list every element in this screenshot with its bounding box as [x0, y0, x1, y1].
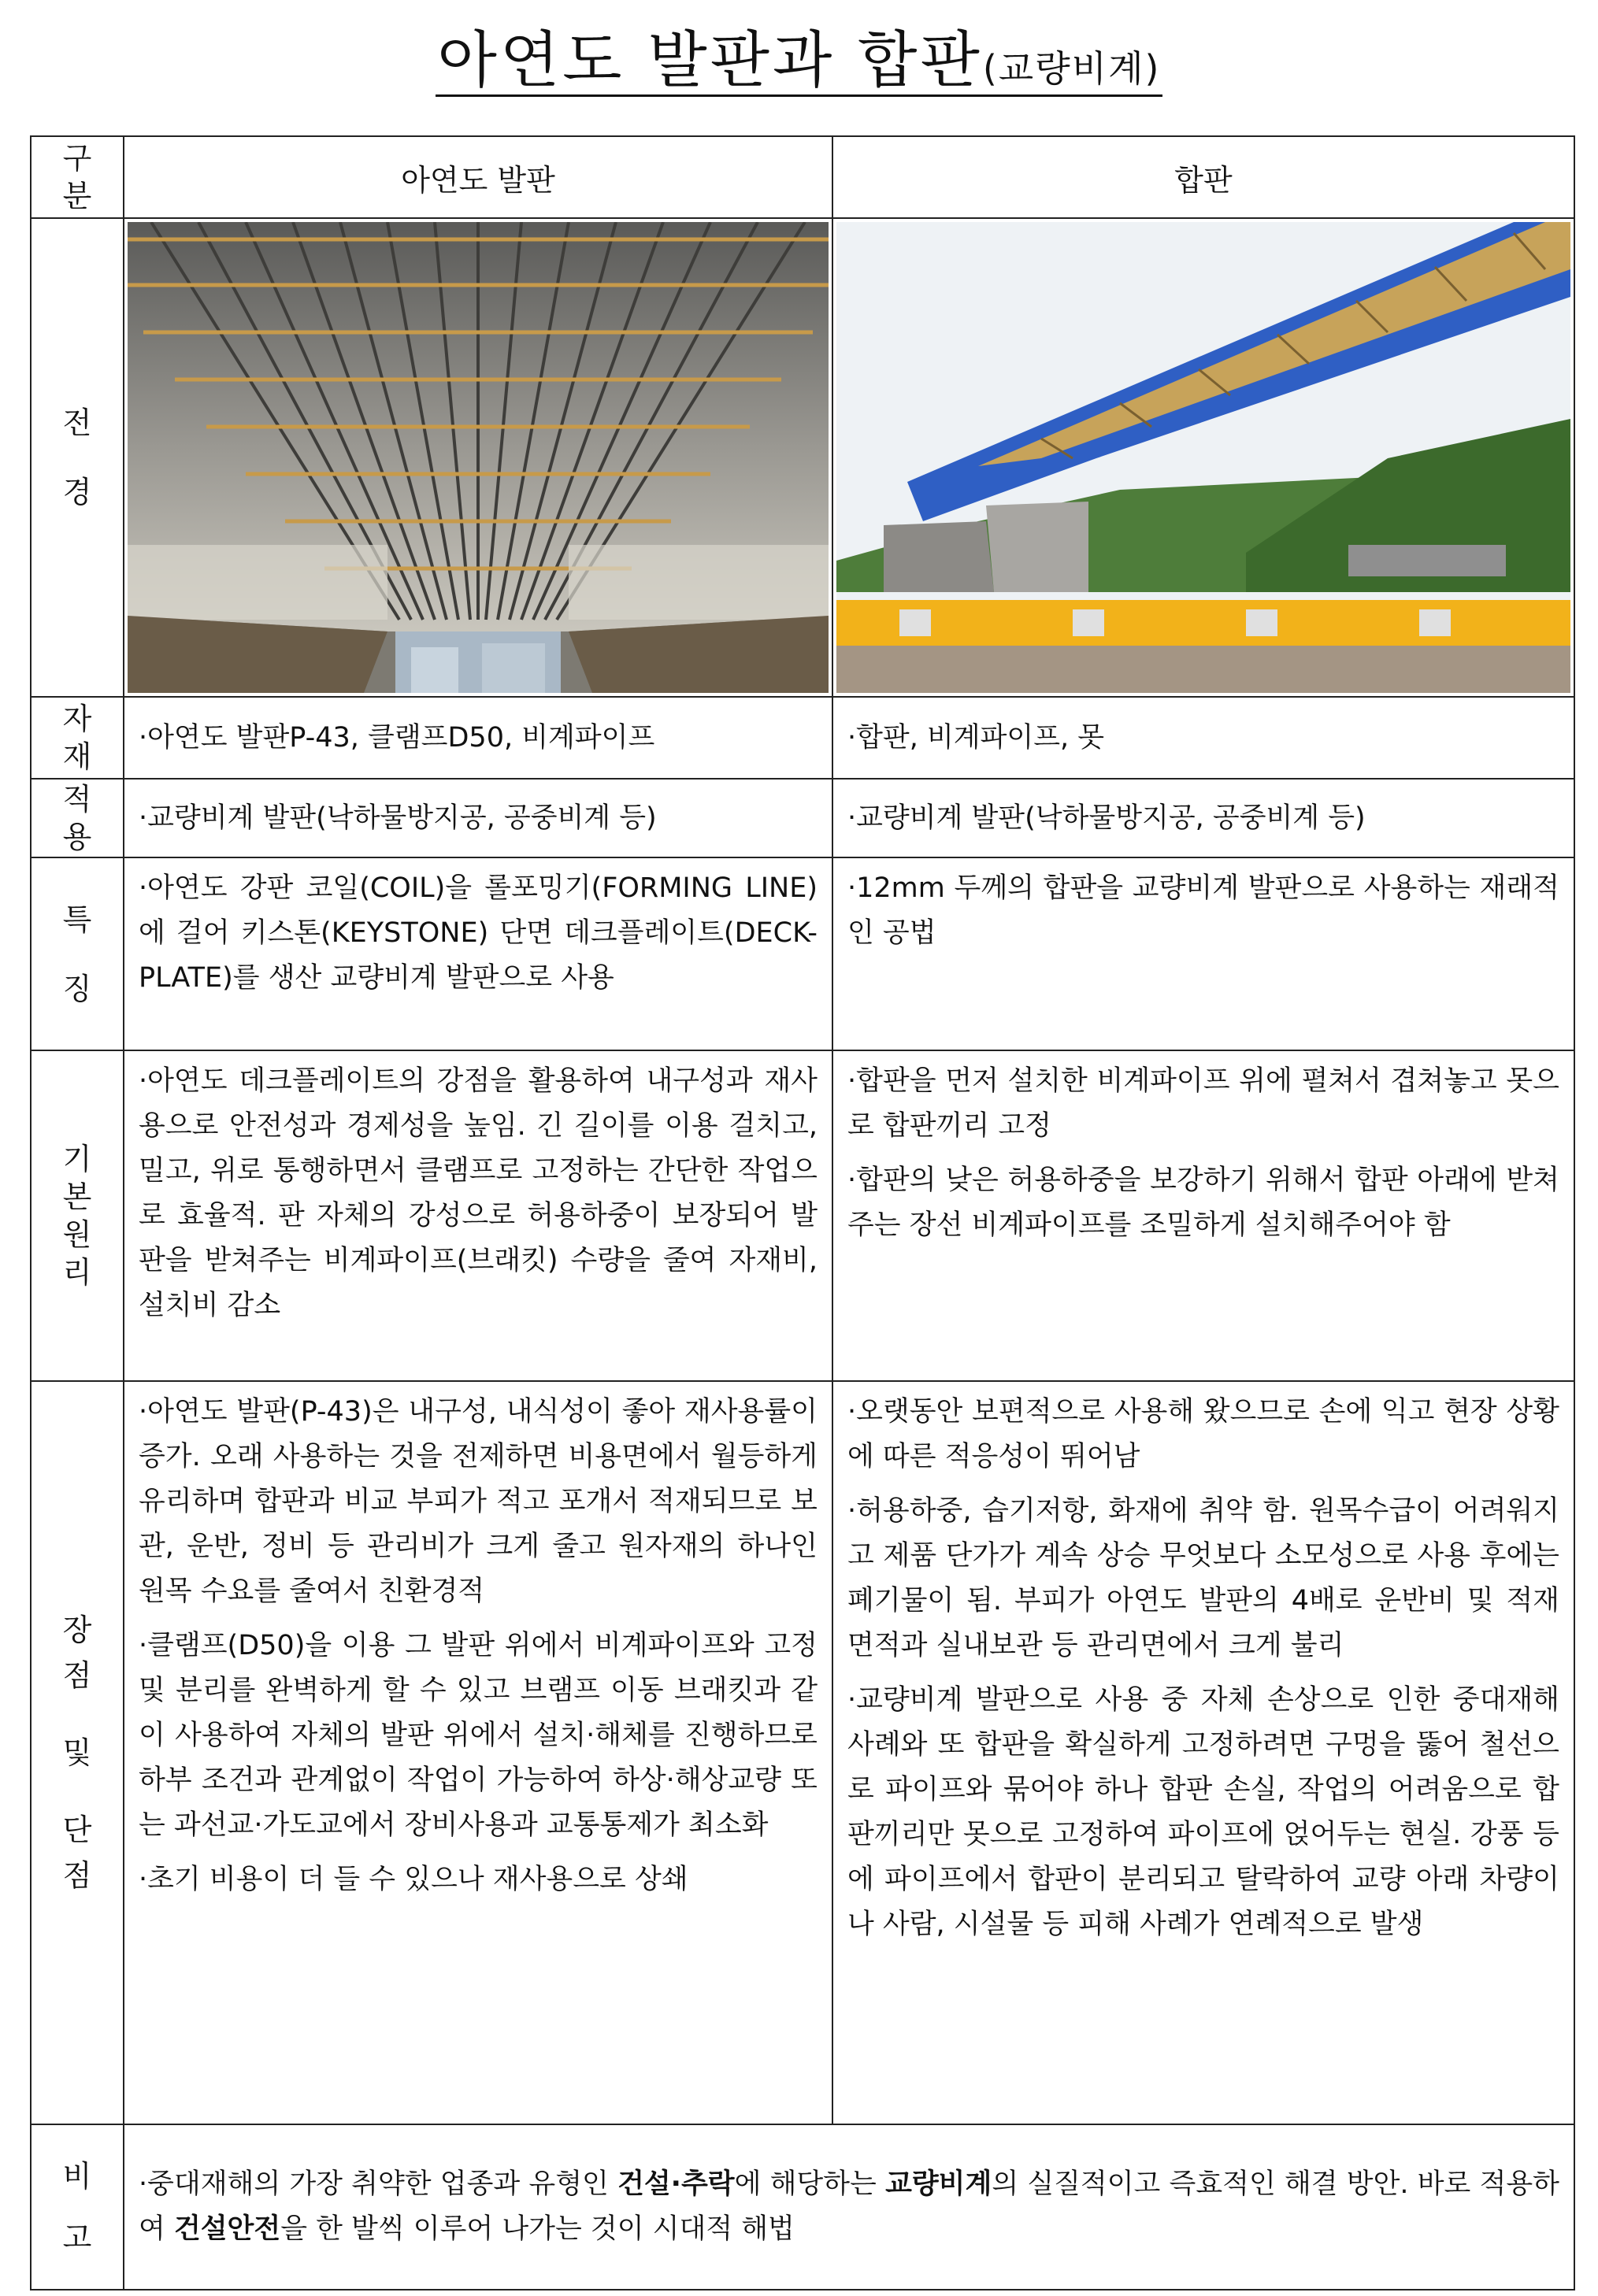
- header-row: [31, 136, 1574, 218]
- zinc-deck-underside-photo: [128, 222, 829, 693]
- pros-cons-col2-p2: ·허용하중, 습기저항, 화재에 취약 함. 원목수급이 어려워지고 제품 단가가 계속 상승 무엇보다 소모성으로 사용 후에는 폐기물이 됨. 부피가 아연도 발판의 4배로 운반비 및 적재 면적과 실내보관 등 관리면에서 크게 불리: [847, 1495, 1559, 1661]
- material-col2: ·합판, 비계파이프, 못: [832, 697, 1574, 779]
- remarks-bold-bridge-scaffold: 교량비계: [885, 2168, 992, 2200]
- pros-cons-col2-p1: ·오랫동안 보편적으로 사용해 왔으므로 손에 익고 현장 상황에 따른 적응성이 뛰어남: [847, 1396, 1559, 1472]
- pros-cons-col1-p3: ·초기 비용이 더 들 수 있으나 재사용으로 상쇄: [139, 1864, 688, 1895]
- principle-col1: ·아연도 데크플레이트의 강점을 활용하여 내구성과 재사용으로 안전성과 경제성을 높임. 긴 길이를 이용 걸치고, 밀고, 위로 통행하면서 클램프로 고정하는 간단한 작업으로 효율적. 판 자체의 강성으로 허용하중이 보장되어 발판을 받쳐주는 비계파이프(브래킷) 수량을 줄여 자재비, 설치비 감소: [124, 1050, 832, 1381]
- label-material: 자 재: [31, 697, 124, 779]
- comparison-table: [30, 135, 1575, 2290]
- remarks-bold-construction-fall: 건설·추락: [617, 2168, 735, 2200]
- application-row: [31, 779, 1574, 857]
- label-category: 구 분: [31, 136, 124, 218]
- principle-row: [31, 1050, 1574, 1381]
- page-title: [0, 25, 1598, 97]
- remarks-row: [31, 2124, 1574, 2290]
- label-view: 전 경: [31, 218, 124, 697]
- material-col1: ·아연도 발판P-43, 클램프D50, 비계파이프: [124, 697, 832, 779]
- pros-cons-col1-p1: ·아연도 발판(P-43)은 내구성, 내식성이 좋아 재사용률이 증가. 오래 사용하는 것을 전제하면 비용면에서 월등하게 유리하며 합판과 비교 부피가 적고 포개서 적재되므로 보관, 운반, 정비 등 관리비가 크게 줄고 원자재의 하나인 원목 수요를 줄여서 친환경적: [139, 1396, 818, 1607]
- pros-cons-col2: [832, 1381, 1574, 2124]
- pros-cons-row: [31, 1381, 1574, 2124]
- plywood-bridge-photo: [836, 222, 1570, 693]
- pros-cons-col1: [124, 1381, 832, 2124]
- view-row: [31, 218, 1574, 697]
- features-col1: ·아연도 강판 코일(COIL)을 롤포밍기(FORMING LINE)에 걸어 키스톤(KEYSTONE) 단면 데크플레이트(DECK-PLATE)를 생산 교량비계 발판으로 사용: [124, 857, 832, 1050]
- principle-col2-p1: ·합판을 먼저 설치한 비계파이프 위에 펼쳐서 겹쳐놓고 못으로 합판끼리 고정: [847, 1065, 1559, 1142]
- label-features: 특 징: [31, 857, 124, 1050]
- principle-col2-p2: ·합판의 낮은 허용하중을 보강하기 위해서 합판 아래에 받쳐주는 장선 비계파이프를 조밀하게 설치해주어야 함: [847, 1165, 1559, 1241]
- title-main: 아연도 발판과 합판: [437, 25, 983, 96]
- pros-cons-col1-p2: ·클램프(D50)을 이용 그 발판 위에서 비계파이프와 고정 및 분리를 완벽하게 할 수 있고 브램프 이동 브래킷과 같이 사용하여 자체의 발판 위에서 설치·해체를 진행하므로 하부 조건과 관계없이 작업이 가능하여 하상·해상교량 또는 과선교·가도교에서 장비사용과 교통통제가 최소화: [139, 1630, 818, 1841]
- application-col2: ·교량비계 발판(낙하물방지공, 공중비계 등): [832, 779, 1574, 857]
- header-col2: 합판: [832, 136, 1574, 218]
- header-col1: 아연도 발판: [124, 136, 832, 218]
- label-remarks: 비 고: [31, 2124, 124, 2290]
- photo-plywood: [832, 218, 1574, 697]
- label-application: 적 용: [31, 779, 124, 857]
- title-sub: (교량비계): [982, 47, 1161, 90]
- pros-cons-col2-p3: ·교량비계 발판으로 사용 중 자체 손상으로 인한 중대재해 사례와 또 합판을 확실하게 고정하려면 구멍을 뚫어 철선으로 파이프와 묶어야 하나 합판 손실, 작업의 어려움으로 합판끼리만 못으로 고정하여 파이프에 얹어두는 현실. 강풍 등에 파이프에서 합판이 분리되고 탈락하여 교량 아래 차량이나 사람, 시설물 등 피해 사례가 연례적으로 발생: [847, 1684, 1559, 1940]
- photo-zinc-deck: [124, 218, 832, 697]
- label-principle: 기 본 원 리: [31, 1050, 124, 1381]
- principle-col2: [832, 1050, 1574, 1381]
- material-row: [31, 697, 1574, 779]
- remarks-text: ·중대재해의 가장 취약한 업종과 유형인 건설·추락에 해당하는 교량비계의 실질적이고 즉효적인 해결 방안. 바로 적용하여 건설안전을 한 발씩 이루어 나가는 것이 시대적 해법: [124, 2124, 1574, 2290]
- features-col2: ·12mm 두께의 합판을 교량비계 발판으로 사용하는 재래적인 공법: [832, 857, 1574, 1050]
- remarks-bold-construction-safety: 건설안전: [173, 2213, 281, 2245]
- features-row: [31, 857, 1574, 1050]
- label-pros-cons: 장 점 및 단 점: [31, 1381, 124, 2124]
- application-col1: ·교량비계 발판(낙하물방지공, 공중비계 등): [124, 779, 832, 857]
